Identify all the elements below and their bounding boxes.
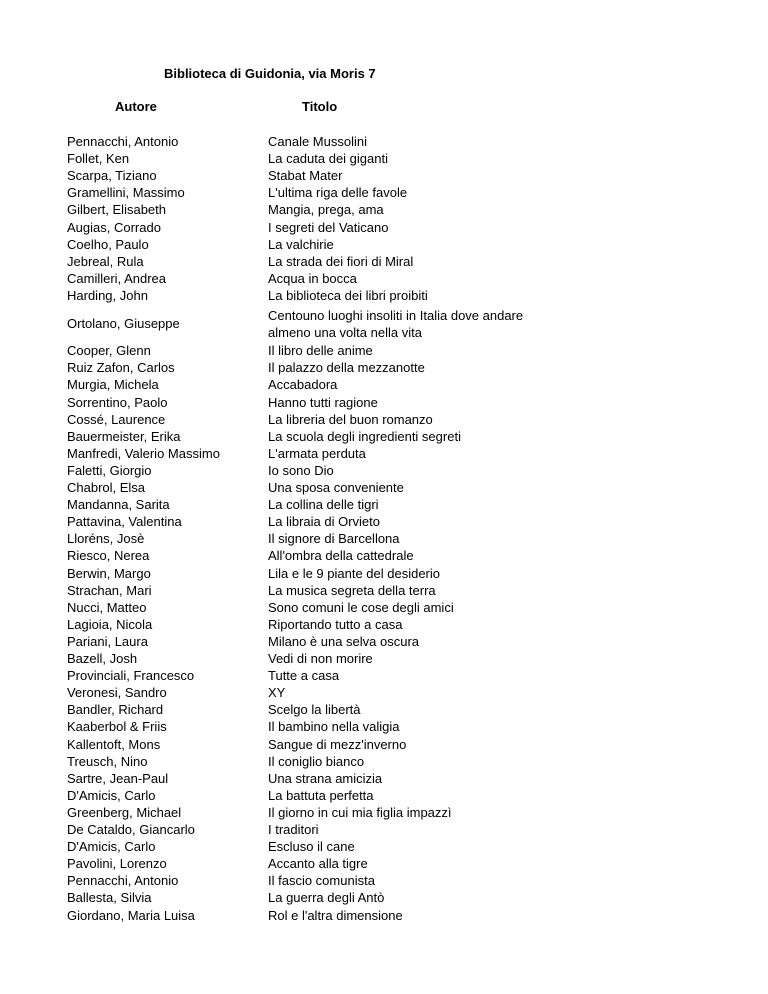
book-author: Kaaberbol & Friis xyxy=(67,719,167,735)
book-row xyxy=(0,616,768,633)
book-author: Mandanna, Sarita xyxy=(67,497,170,513)
book-author: Gramellini, Massimo xyxy=(67,185,185,201)
book-title: Acqua in bocca xyxy=(268,270,357,286)
book-title: Rol e l'altra dimensione xyxy=(268,907,403,923)
book-title: Il coniglio bianco xyxy=(268,753,365,769)
book-title: Il giorno in cui mia figlia impazzì xyxy=(268,804,452,820)
book-author: Faletti, Giorgio xyxy=(67,462,152,478)
book-title: La strada dei fiori di Miral xyxy=(268,253,414,269)
book-author: Sartre, Jean-Paul xyxy=(67,770,169,786)
book-row xyxy=(0,889,768,906)
book-row xyxy=(0,684,768,701)
book-row xyxy=(0,582,768,599)
book-row xyxy=(0,633,768,650)
book-row xyxy=(0,701,768,718)
book-row xyxy=(0,787,768,804)
book-author: Pennacchi, Antonio xyxy=(67,873,179,889)
book-author: Camilleri, Andrea xyxy=(67,270,166,286)
book-author: Strachan, Mari xyxy=(67,582,152,598)
book-author: Lagioia, Nicola xyxy=(67,616,153,632)
book-row xyxy=(0,565,768,582)
book-title: Il fascio comunista xyxy=(268,873,375,889)
book-row xyxy=(0,599,768,616)
book-row xyxy=(0,428,768,445)
book-author: Pattavina, Valentina xyxy=(67,514,182,530)
book-author: Follet, Ken xyxy=(67,151,130,167)
book-row xyxy=(0,547,768,564)
book-row xyxy=(0,236,768,253)
book-author: Manfredi, Valerio Massimo xyxy=(67,445,220,461)
book-author: D'Amicis, Carlo xyxy=(67,787,156,803)
book-row xyxy=(0,359,768,376)
book-row xyxy=(0,496,768,513)
book-author: Provinciali, Francesco xyxy=(67,668,195,684)
book-title: Il signore di Barcellona xyxy=(268,531,400,547)
book-title: La biblioteca dei libri proibiti xyxy=(268,287,428,303)
book-author: D'Amicis, Carlo xyxy=(67,839,156,855)
book-row xyxy=(0,342,768,359)
book-row xyxy=(0,184,768,201)
book-title: All'ombra della cattedrale xyxy=(268,548,414,564)
book-author: Sorrentino, Paolo xyxy=(67,394,168,410)
book-row xyxy=(0,394,768,411)
book-title: XY xyxy=(268,685,286,701)
book-title: La collina delle tigri xyxy=(268,497,379,513)
title-column-header: Titolo xyxy=(302,99,338,114)
book-title: Lila e le 9 piante del desiderio xyxy=(268,565,441,581)
book-title: Una sposa conveniente xyxy=(268,480,404,495)
book-title: Scelgo la libertà xyxy=(268,702,361,718)
book-author: Ballesta, Silvia xyxy=(67,890,152,906)
book-row xyxy=(0,133,768,150)
book-author: Cooper, Glenn xyxy=(67,343,151,359)
book-title: L'ultima riga delle favole xyxy=(268,185,408,201)
book-author: Cossé, Laurence xyxy=(67,411,166,427)
book-title: La battuta perfetta xyxy=(268,787,374,803)
book-row xyxy=(0,445,768,462)
book-row xyxy=(0,650,768,667)
book-author: Chabrol, Elsa xyxy=(67,480,146,495)
book-author: Ruiz Zafon, Carlos xyxy=(67,360,175,376)
book-row xyxy=(0,411,768,428)
book-row xyxy=(0,253,768,270)
book-row xyxy=(0,167,768,184)
book-row xyxy=(0,718,768,735)
book-title: La valchirie xyxy=(268,236,334,252)
book-author: Pennacchi, Antonio xyxy=(67,134,179,149)
book-author: Bauermeister, Erika xyxy=(67,428,181,444)
book-title: Il libro delle anime xyxy=(268,343,373,359)
book-title: Stabat Mater xyxy=(268,168,343,184)
book-title: Il bambino nella valigia xyxy=(268,719,400,735)
book-author: Scarpa, Tiziano xyxy=(67,168,157,184)
book-title: Sono comuni le cose degli amici xyxy=(268,599,454,615)
book-row xyxy=(0,307,768,342)
book-title: Centouno luoghi insoliti in Italia dove andare almeno una volta nella vita xyxy=(268,308,524,340)
book-row xyxy=(0,821,768,838)
book-title: Tutte a casa xyxy=(268,668,340,684)
book-author: Nucci, Matteo xyxy=(67,599,147,615)
book-title: La libreria del buon romanzo xyxy=(268,411,433,427)
book-row xyxy=(0,462,768,479)
document-title: Biblioteca di Guidonia, via Moris 7 xyxy=(164,66,376,81)
book-row xyxy=(0,855,768,872)
book-author: Lloréns, Josè xyxy=(67,531,145,547)
book-author: Coelho, Paulo xyxy=(67,236,149,252)
book-author: Bandler, Richard xyxy=(67,702,164,718)
book-title: La libraia di Orvieto xyxy=(268,514,380,530)
book-row xyxy=(0,907,768,924)
book-author: Pariani, Laura xyxy=(67,633,148,649)
book-author: Jebreal, Rula xyxy=(67,253,144,269)
book-title: Mangia, prega, ama xyxy=(268,202,384,218)
book-title: Accabadora xyxy=(268,377,338,393)
book-author: Berwin, Margo xyxy=(67,565,151,581)
book-title: Canale Mussolini xyxy=(268,134,367,149)
book-row xyxy=(0,201,768,218)
book-row xyxy=(0,872,768,889)
book-title: Riportando tutto a casa xyxy=(268,616,403,632)
book-title: I traditori xyxy=(268,822,319,837)
book-author: Giordano, Maria Luisa xyxy=(67,907,195,923)
book-author: Gilbert, Elisabeth xyxy=(67,202,166,218)
book-title: Accanto alla tigre xyxy=(268,856,368,872)
book-author: Greenberg, Michael xyxy=(67,804,182,820)
author-column-header: Autore xyxy=(115,99,157,114)
book-title: Sangue di mezz'inverno xyxy=(268,736,407,752)
book-row xyxy=(0,270,768,287)
book-title: La scuola degli ingredienti segreti xyxy=(268,428,461,444)
book-row xyxy=(0,667,768,684)
book-author: Bazell, Josh xyxy=(67,651,138,666)
book-row xyxy=(0,736,768,753)
book-title: Hanno tutti ragione xyxy=(268,394,378,410)
book-author: Augias, Corrado xyxy=(67,219,161,235)
book-title: Una strana amicizia xyxy=(268,770,383,786)
book-author: Ortolano, Giuseppe xyxy=(67,316,180,331)
book-title: Escluso il cane xyxy=(268,839,355,855)
book-title: La caduta dei giganti xyxy=(268,151,388,167)
book-author: Pavolini, Lorenzo xyxy=(67,856,167,872)
book-title: Il palazzo della mezzanotte xyxy=(268,360,425,376)
book-title: I segreti del Vaticano xyxy=(268,219,389,235)
book-row xyxy=(0,219,768,236)
book-title: Vedi di non morire xyxy=(268,651,373,666)
book-row xyxy=(0,804,768,821)
book-row xyxy=(0,770,768,787)
book-row xyxy=(0,513,768,530)
book-author: Veronesi, Sandro xyxy=(67,685,167,701)
book-author: Riesco, Nerea xyxy=(67,548,150,564)
book-author: Treusch, Nino xyxy=(67,753,148,769)
book-title: Io sono Dio xyxy=(268,462,334,478)
book-author: Harding, John xyxy=(67,287,148,303)
book-title: L'armata perduta xyxy=(268,445,366,461)
book-row xyxy=(0,838,768,855)
book-title: La musica segreta della terra xyxy=(268,582,436,598)
book-row xyxy=(0,479,768,496)
book-row xyxy=(0,287,768,304)
book-row xyxy=(0,753,768,770)
book-title: La guerra degli Antò xyxy=(268,890,385,906)
book-author: Kallentoft, Mons xyxy=(67,736,161,752)
book-row xyxy=(0,150,768,167)
book-author: Murgia, Michela xyxy=(67,377,159,393)
book-author: De Cataldo, Giancarlo xyxy=(67,822,195,837)
book-title: Milano è una selva oscura xyxy=(268,633,420,649)
book-row xyxy=(0,530,768,547)
book-row xyxy=(0,376,768,393)
